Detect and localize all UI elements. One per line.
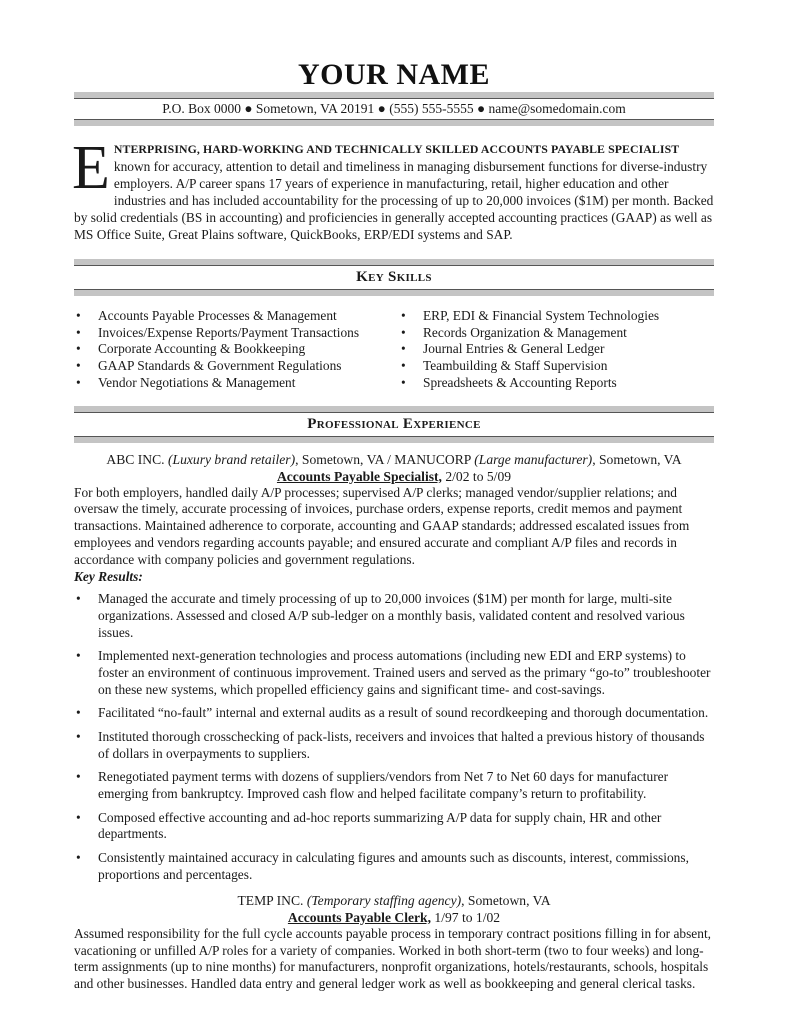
result-item: • Implemented next-generation technologies and process automations (including new EDI and ERP systems) to foster an environment of continuous improvement. Trained users and served as the primary “go-to” troubleshooter on these new systems, which propelled efficiency gains and significant time- and cost-savings. (74, 648, 714, 699)
job-description: For both employers, handled daily A/P processes; supervised A/P clerks; managed vendor/supplier relations; and oversaw the timely, accurate processing of invoices, purchase orders, expense reports, credit memos and payment transactions. Maintained adherence to corporate, accounting and GAAP standards; addressed escalated issues from employees and vendors regarding accounts payable; and ensured accurate and compliant A/P files and records in accordance with company policies and government regulations. (74, 484, 690, 568)
employer-location: , Sometown, VA (592, 451, 682, 467)
skill-item: • Spreadsheets & Accounting Reports (399, 375, 659, 392)
result-item: • Managed the accurate and timely processing of up to 20,000 invoices ($1M) per month for large, multi-site organizations. Assessed and closed A/P sub-ledger on a monthly basis, validated content and resolved various issues. (74, 591, 714, 642)
professional-summary (72, 134, 714, 243)
job-dates: 1/97 to 1/02 (431, 909, 501, 925)
employer-location: , Sometown, VA / MANUCORP (295, 451, 475, 467)
skills-column-left (74, 308, 399, 392)
skill-item: • Records Organization & Management (399, 325, 659, 342)
skill-item: • Journal Entries & General Ledger (399, 341, 659, 358)
job-title-line (74, 468, 714, 485)
job-dates: 2/02 to 5/09 (441, 468, 512, 484)
job-employers (74, 451, 714, 468)
result-item: • Composed effective accounting and ad-hoc reports summarizing A/P data for supply chain, HR and other departments. (74, 810, 714, 844)
header-rule-top (74, 92, 714, 99)
skill-item: • Accounts Payable Processes & Management (74, 308, 399, 325)
key-results-label: Key Results: (74, 569, 143, 585)
skill-item: • Invoices/Expense Reports/Payment Transactions (74, 325, 399, 342)
job-entry (74, 892, 714, 994)
resume-page (74, 0, 714, 993)
job-title: Accounts Payable Clerk, (287, 909, 431, 925)
result-item: • Instituted thorough crosschecking of pack-lists, receivers and invoices that halted a previous history of thousands of dollars in overpayments to suppliers. (74, 729, 714, 763)
section-rule-top (74, 259, 714, 266)
experience-header (74, 406, 714, 443)
job-description: Assumed responsibility for the full cycle accounts payable process in temporary contract positions filling in for absent, vacationing or unfilled A/P roles for a variety of companies. Worked in both short-term (two to four weeks) and long-term assignments (up to nine months) for manufacturers, nonprofit organizations, hotels/restaurants, schools, hospitals and other businesses. Handled data entry and general ledger work as well as bookkeeping and general clerical tasks. (74, 925, 712, 992)
summary-body: known for accuracy, attention to detail and timeliness in managing disbursement functions for diverse-industry employers. A/P career spans 17 years of experience in manufacturing, retail, higher education and other industries and has included accountability for the processing of up to 20,000 invoices ($1M) per month. Backed by solid credentials (BS in accounting) and proficiencies in generally accepted accounting practices (GAAP) as well as MS Office Suite, Great Plains software, QuickBooks, ERP/EDI systems and SAP. (74, 159, 714, 242)
summary-headline: NTERPRISING, HARD-WORKING AND TECHNICALLY SKILLED ACCOUNTS PAYABLE SPECIALIST (113, 142, 680, 156)
employer-name: TEMP INC. (237, 892, 307, 908)
job-employers (74, 892, 714, 909)
result-item: • Facilitated “no-fault” internal and external audits as a result of sound recordkeeping and thorough documentation. (74, 705, 714, 722)
skill-item: • Corporate Accounting & Bookkeeping (74, 341, 399, 358)
result-item: • Renegotiated payment terms with dozens of suppliers/vendors from Net 7 to Net 60 days for manufacturer emerging from bankruptcy. Improved cash flow and helped facilitate company’s return to profitability. (74, 769, 714, 803)
result-item: • Consistently maintained accuracy in calculating figures and amounts such as discounts, interest, commissions, proportions and percentages. (74, 850, 714, 884)
contact-line: P.O. Box 0000 ● Sometown, VA 20191 ● (555) 555-5555 ● name@somedomain.com (162, 101, 626, 116)
skill-item: • Vendor Negotiations & Management (74, 375, 399, 392)
section-rule-bottom (74, 436, 714, 443)
job-entry (74, 451, 714, 884)
skills-list (74, 308, 714, 392)
key-results-list (74, 591, 714, 884)
employer-description: (Large manufacturer) (474, 451, 593, 467)
section-rule-top (74, 406, 714, 413)
header-rule-bottom (74, 119, 714, 126)
employer-description: (Luxury brand retailer) (167, 451, 296, 467)
section-rule-bottom (74, 289, 714, 296)
skills-column-right (399, 308, 659, 392)
skill-item: • Teambuilding & Staff Supervision (399, 358, 659, 375)
summary-drop-cap: E (72, 134, 110, 202)
experience-title: Professional Experience (307, 415, 481, 432)
key-skills-title: Key Skills (356, 269, 432, 285)
job-title-line (74, 909, 714, 926)
employer-description: (Temporary staffing agency) (306, 892, 462, 908)
skill-item: • GAAP Standards & Government Regulations (74, 358, 399, 375)
job-title: Accounts Payable Specialist, (276, 468, 442, 484)
employer-location: , Sometown, VA (461, 892, 551, 908)
key-skills-header (74, 259, 714, 296)
skill-item: • ERP, EDI & Financial System Technologies (399, 308, 659, 325)
candidate-name: YOUR NAME (298, 58, 490, 91)
employer-name: ABC INC. (106, 451, 168, 467)
